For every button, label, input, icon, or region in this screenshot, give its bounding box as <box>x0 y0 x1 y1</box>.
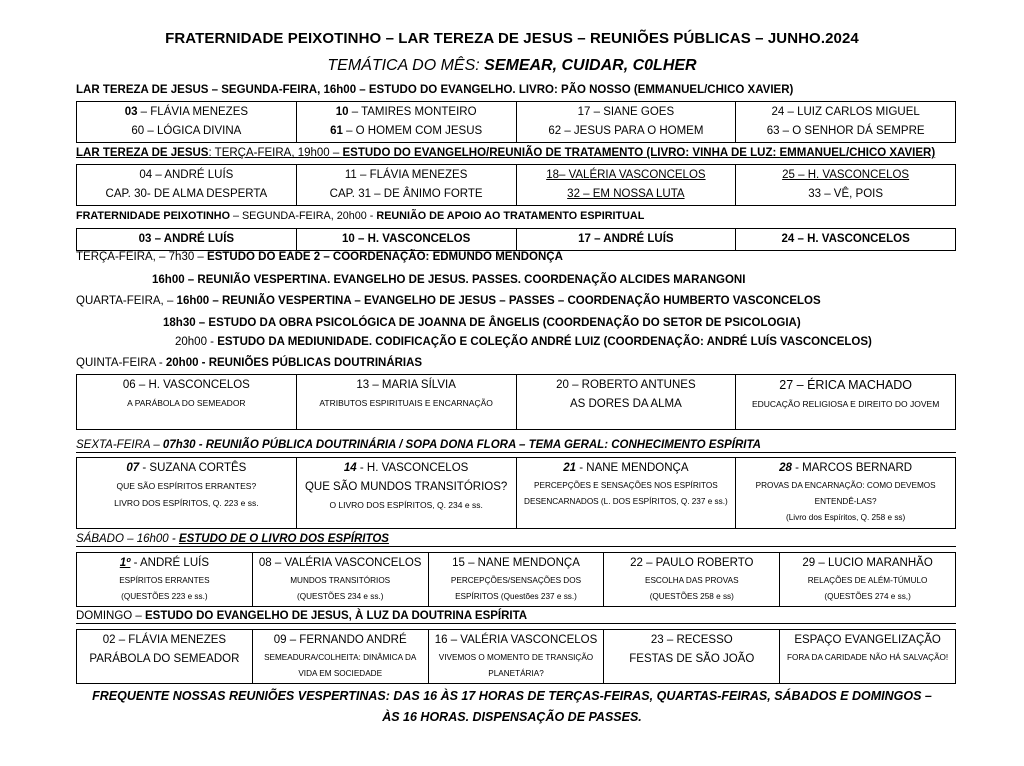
sunday-table <box>76 629 956 684</box>
section-header-tuesday-lar: LAR TEREZA DE JESUS: TERÇA-FEIRA, 19h00 – ESTUDO DO EVANGELHO/REUNIÃO DE TRATAMENTO (LIVRO: VINHA DE LUZ: EMMANUEL/CHICO XAVIER) <box>76 147 936 159</box>
footer-note <box>60 686 964 728</box>
tuesday-lar-cell: 18– VALÉRIA VASCONCELOS 32 – EM NOSSA LUTA <box>516 165 736 206</box>
theme-value: SEMEAR, CUIDAR, C0LHER <box>484 57 697 74</box>
tuesday-schedule-line1: TERÇA-FEIRA, – 7h30 – ESTUDO DO EADE 2 – COORDENAÇÃO: EDMUNDO MENDONÇA <box>76 251 563 263</box>
sunday-cell: 23 – RECESSO FESTAS DE SÃO JOÃO <box>604 630 780 684</box>
document-title: FRATERNIDADE PEIXOTINHO – LAR TEREZA DE JESUS – REUNIÕES PÚBLICAS – JUNHO.2024 <box>165 30 859 47</box>
tuesday-lar-cell: 11 – FLÁVIA MENEZES CAP. 31 – DE ÂNIMO FORTE <box>296 165 516 206</box>
saturday-cell: 22 – PAULO ROBERTO ESCOLHA DAS PROVAS (QUESTÕES 258 e ss) <box>604 553 780 607</box>
saturday-cell: 15 – NANE MENDONÇA PERCEPÇÕES/SENSAÇÕES DOS ESPÍRITOS (Questões 237 e ss.) <box>428 553 604 607</box>
tuesday-schedule-line2: 16h00 – REUNIÃO VESPERTINA. EVANGELHO DE JESUS. PASSES. COORDENAÇÃO ALCIDES MARANGONI <box>152 274 746 286</box>
wednesday-schedule-line1: QUARTA-FEIRA, – 16h00 – REUNIÃO VESPERTINA – EVANGELHO DE JESUS – PASSES – COORDENAÇÃO HUMBERTO VASCONCELOS <box>76 295 821 307</box>
thursday-header: QUINTA-FEIRA - 20h00 - REUNIÕES PÚBLICAS DOUTRINÁRIAS <box>76 357 423 369</box>
monday-fraternidade-cell: 17 – ANDRÉ LUÍS <box>516 229 736 251</box>
section-header-monday-lar: LAR TEREZA DE JESUS – SEGUNDA-FEIRA, 16h00 – ESTUDO DO EVANGELHO. LIVRO: PÃO NOSSO (EMMANUEL/CHICO XAVIER) <box>76 84 794 96</box>
friday-table <box>76 457 956 529</box>
monday-lar-table <box>76 101 956 143</box>
saturday-cell: 08 – VALÉRIA VASCONCELOS MUNDOS TRANSITÓRIOS (QUESTÕES 234 e ss.) <box>252 553 428 607</box>
sunday-cell: 09 – FERNANDO ANDRÉ SEMEADURA/COLHEITA: DINÂMICA DA VIDA EM SOCIEDADE <box>252 630 428 684</box>
saturday-cell: 1º - ANDRÉ LUÍS ESPÍRITOS ERRANTES (QUESTÕES 223 e ss.) <box>77 553 253 607</box>
monday-lar-cell: 24 – LUIZ CARLOS MIGUEL 63 – O SENHOR DÁ SEMPRE <box>736 102 956 143</box>
sunday-cell: ESPAÇO EVANGELIZAÇÃO FORA DA CARIDADE NÃO HÁ SALVAÇÃO! <box>780 630 956 684</box>
sunday-cell: 16 – VALÉRIA VASCONCELOS VIVEMOS O MOMENTO DE TRANSIÇÃO PLANETÁRIA? <box>428 630 604 684</box>
monday-lar-cell: 10 – TAMIRES MONTEIRO 61 – O HOMEM COM JESUS <box>296 102 516 143</box>
footer-line2: ÀS 16 HORAS. DISPENSAÇÃO DE PASSES. <box>382 710 642 724</box>
theme-prefix: TEMÁTICA DO MÊS: <box>327 57 485 74</box>
month-theme <box>0 57 1024 75</box>
monday-lar-cell: 17 – SIANE GOES 62 – JESUS PARA O HOMEM <box>516 102 736 143</box>
tuesday-lar-cell: 04 – ANDRÉ LUÍS CAP. 30- DE ALMA DESPERTA <box>77 165 297 206</box>
friday-header: SEXTA-FEIRA – 07h30 - REUNIÃO PÚBLICA DOUTRINÁRIA / SOPA DONA FLORA – TEMA GERAL: CONHECIMENTO ESPÍRITA <box>76 439 956 453</box>
tuesday-lar-cell: 25 – H. VASCONCELOS 33 – VÊ, POIS <box>736 165 956 206</box>
monday-fraternidade-cell: 24 – H. VASCONCELOS <box>736 229 956 251</box>
sunday-cell: 02 – FLÁVIA MENEZES PARÁBOLA DO SEMEADOR <box>77 630 253 684</box>
friday-cell: 21 - NANE MENDONÇA PERCEPÇÕES E SENSAÇÕES NOS ESPÍRITOS DESENCARNADOS (L. DOS ESPÍRITOS, Q. 237 e ss.) <box>516 458 736 529</box>
thursday-cell: 13 – MARIA SÍLVIA ATRIBUTOS ESPIRITUAIS E ENCARNAÇÃO <box>296 375 516 430</box>
friday-cell: 07 - SUZANA CORTÊS QUE SÃO ESPÍRITOS ERRANTES? LIVRO DOS ESPÍRITOS, Q. 223 e ss. <box>77 458 297 529</box>
friday-cell: 28 - MARCOS BERNARD PROVAS DA ENCARNAÇÃO: COMO DEVEMOS ENTENDÊ-LAS? (Livro dos Espíritos, Q. 258 e ss) <box>736 458 956 529</box>
thursday-table <box>76 374 956 430</box>
tuesday-lar-table <box>76 164 956 206</box>
wednesday-schedule-line3: 20h00 - ESTUDO DA MEDIUNIDADE. CODIFICAÇÃO E COLEÇÃO ANDRÉ LUIZ (COORDENAÇÃO: ANDRÉ LUÍS VASCONCELOS) <box>175 336 872 348</box>
saturday-table <box>76 552 956 607</box>
saturday-header: SÁBADO – 16h00 - ESTUDO DE O LIVRO DOS ESPÍRITOS <box>76 533 956 547</box>
friday-cell: 14 - H. VASCONCELOS QUE SÃO MUNDOS TRANSITÓRIOS? O LIVRO DOS ESPÍRITOS, Q. 234 e ss. <box>296 458 516 529</box>
monday-fraternidade-cell: 10 – H. VASCONCELOS <box>296 229 516 251</box>
saturday-cell: 29 – LUCIO MARANHÃO RELAÇÕES DE ALÉM-TÚMULO (QUESTÕES 274 e ss,) <box>780 553 956 607</box>
thursday-cell: 06 – H. VASCONCELOS A PARÁBOLA DO SEMEADOR <box>77 375 297 430</box>
wednesday-schedule-line2: 18h30 – ESTUDO DA OBRA PSICOLÓGICA DE JOANNA DE ÂNGELIS (COORDENAÇÃO DO SETOR DE PSICOLOGIA) <box>163 317 801 329</box>
monday-fraternidade-cell: 03 – ANDRÉ LUÍS <box>77 229 297 251</box>
thursday-cell: 27 – ÉRICA MACHADO EDUCAÇÃO RELIGIOSA E DIREITO DO JOVEM <box>736 375 956 430</box>
footer-line1: FREQUENTE NOSSAS REUNIÕES VESPERTINAS: DAS 16 ÀS 17 HORAS DE TERÇAS-FEIRAS, QUARTAS-FEIRAS, SÁBADOS E DOMINGOS – <box>92 689 932 703</box>
sunday-header: DOMINGO – ESTUDO DO EVANGELHO DE JESUS, À LUZ DA DOUTRINA ESPÍRITA <box>76 610 956 624</box>
thursday-cell: 20 – ROBERTO ANTUNES AS DORES DA ALMA <box>516 375 736 430</box>
monday-fraternidade-table <box>76 228 956 251</box>
monday-lar-cell: 03 – FLÁVIA MENEZES 60 – LÓGICA DIVINA <box>77 102 297 143</box>
section-header-monday-fraternidade: FRATERNIDADE PEIXOTINHO – SEGUNDA-FEIRA, 20h00 - REUNIÃO DE APOIO AO TRATAMENTO ESPIRITUAL <box>76 210 645 222</box>
